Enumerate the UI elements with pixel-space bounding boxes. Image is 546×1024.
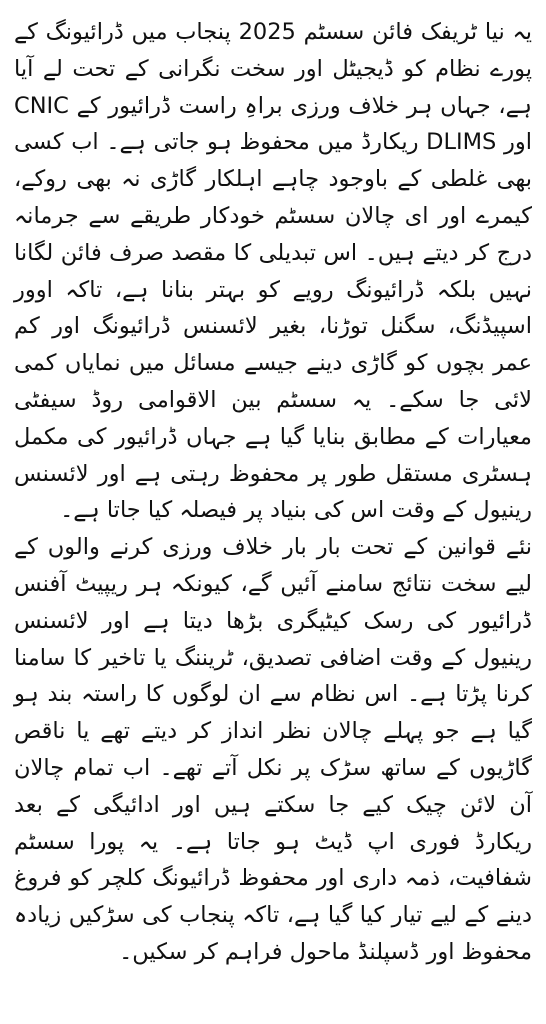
article-paragraph-2: نئے قوانین کے تحت بار بار خلاف ورزی کرنے والوں کے لیے سخت نتائج سامنے آئیں گے، کیونکہ ہر ریپیٹ آفنس ڈرائیور کی رسک کیٹیگری بڑھا دیتا ہے اور لائسنس رینیول کے وقت اضافی تصدیق، ٹریننگ یا تاخیر کا سامنا کرنا پڑتا ہے۔ اس نظام سے ان لوگوں کا راستہ بند ہو گیا ہے جو پہلے چالان نظر انداز کر دیتے تھے یا ناقص گاڑیوں کے ساتھ سڑک پر نکل آتے تھے۔ اب تمام چالان آن لائن چیک کیے جا سکتے ہیں اور ادائیگی کے بعد ریکارڈ فوری اپ ڈیٹ ہو جاتا ہے۔ یہ پورا سسٹم شفافیت، ذمہ داری اور محفوظ ڈرائیونگ کلچر کو فروغ دینے کے لیے تیار کیا گیا ہے، تاکہ پنجاب کی سڑکیں زیادہ محفوظ اور ڈسپلنڈ ماحول فراہم کر سکیں۔ xyxy=(14,534,532,965)
article-paragraph-1: یہ نیا ٹریفک فائن سسٹم 2025 پنجاب میں ڈرائیونگ کے پورے نظام کو ڈیجیٹل اور سخت نگرانی کے تحت لے آیا ہے، جہاں ہر خلاف ورزی براہِ راست ڈرائیور کے CNIC اور DLIMS ریکارڈ میں محفوظ ہو جاتی ہے۔ اب کسی بھی غلطی کے باوجود چاہے اہلکار گاڑی نہ بھی روکے، کیمرے اور ای چالان سسٹم خودکار طریقے سے جرمانہ درج کر دیتے ہیں۔ اس تبدیلی کا مقصد صرف فائن لگانا نہیں بلکہ ڈرائیونگ رویے کو بہتر بنانا ہے، تاکہ اوور اسپیڈنگ، سگنل توڑنا، بغیر لائسنس ڈرائیونگ اور کم عمر بچوں کو گاڑی دینے جیسے مسائل میں نمایاں کمی لائی جا سکے۔ یہ سسٹم بین الاقوامی روڈ سیفٹی معیارات کے مطابق بنایا گیا ہے جہاں ڈرائیور کی مکمل ہسٹری مستقل طور پر محفوظ رہتی ہے اور لائسنس رینیول کے وقت اس کی بنیاد پر فیصلہ کیا جاتا ہے۔ xyxy=(14,19,532,524)
article-body xyxy=(14,14,532,971)
